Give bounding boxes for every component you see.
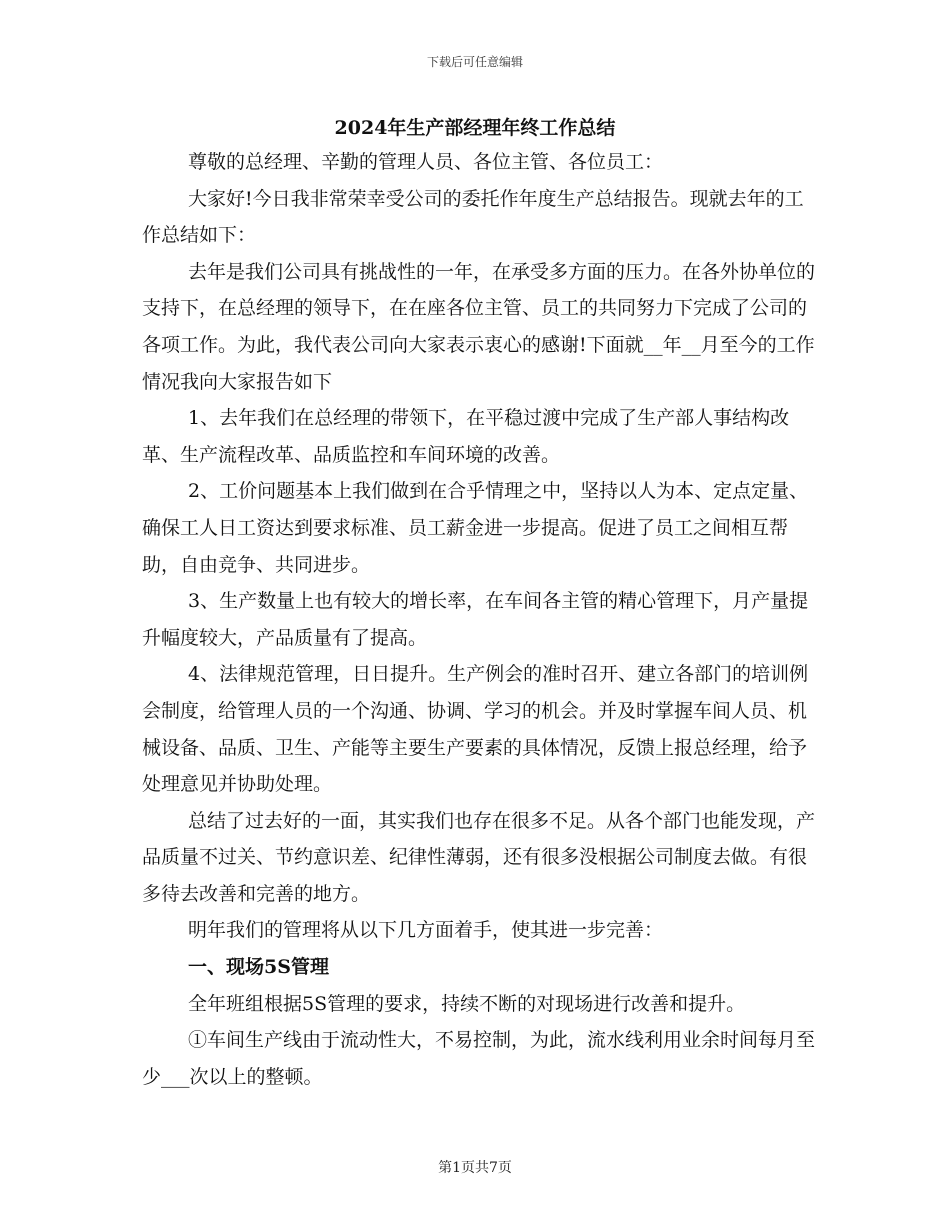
section-paragraph-1: 全年班组根据5S管理的要求，持续不断的对现场进行改善和提升。 [188, 992, 746, 1015]
paragraph-intro: 大家好!今日我非常荣幸受公司的委托作年度生产总结报告。现就去年的工作总结如下： [142, 187, 804, 247]
page-number: 第1页共7页 [438, 1160, 512, 1176]
paragraph-item-2: 2、工价问题基本上我们做到在合乎情理之中，坚持以人为本、定点定量、确保工人日工资达到要求标准、员工薪金进一步提高。促进了员工之间相互帮助，自由竞争、共同进步。 [142, 480, 809, 576]
section-paragraph-2: ①车间生产线由于流动性大，不易控制，为此，流水线利用业余时间每月至少___次以上的整顿。 [142, 1029, 816, 1088]
document-body [142, 144, 822, 1095]
paragraph-shortcomings: 总结了过去好的一面，其实我们也存在很多不足。从各个部门也能发现，产品质量不过关、节约意识差、纪律性薄弱，还有很多没根据公司制度去做。有很多待去改善和完善的地方。 [142, 809, 816, 905]
paragraph-item-3: 3、生产数量上也有较大的增长率，在车间各主管的精心管理下，月产量提升幅度较大，产品质量有了提高。 [142, 590, 809, 649]
paragraph-plan: 明年我们的管理将从以下几方面着手，使其进一步完善： [188, 919, 664, 942]
paragraph-overview: 去年是我们公司具有挑战性的一年，在承受多方面的压力。在各外协单位的支持下，在总经理的领导下，在在座各位主管、员工的共同努力下完成了公司的各项工作。为此，我代表公司向大家表示衷心的感谢!下面就__年__月至今的工作情况我向大家报告如下 [142, 260, 816, 393]
greeting: 尊敬的总经理、辛勤的管理人员、各位主管、各位员工： [188, 151, 664, 173]
paragraph-item-1: 1、去年我们在总经理的带领下，在平稳过渡中完成了生产部人事结构改革、生产流程改革、品质监控和车间环境的改善。 [142, 407, 790, 466]
section-heading: 一、现场5S管理 [188, 956, 329, 979]
paragraph-item-4: 4、法律规范管理，日日提升。生产例会的准时召开、建立各部门的培训例会制度，给管理人员的一个沟通、协调、学习的机会。并及时掌握车间人员、机械设备、品质、卫生、产能等主要生产要素的具体情况，反馈上报总经理，给予处理意见并协助处理。 [142, 663, 809, 796]
document-title: 2024年生产部经理年终工作总结 [334, 117, 616, 139]
header-note: 下载后可任意编辑 [426, 55, 523, 69]
